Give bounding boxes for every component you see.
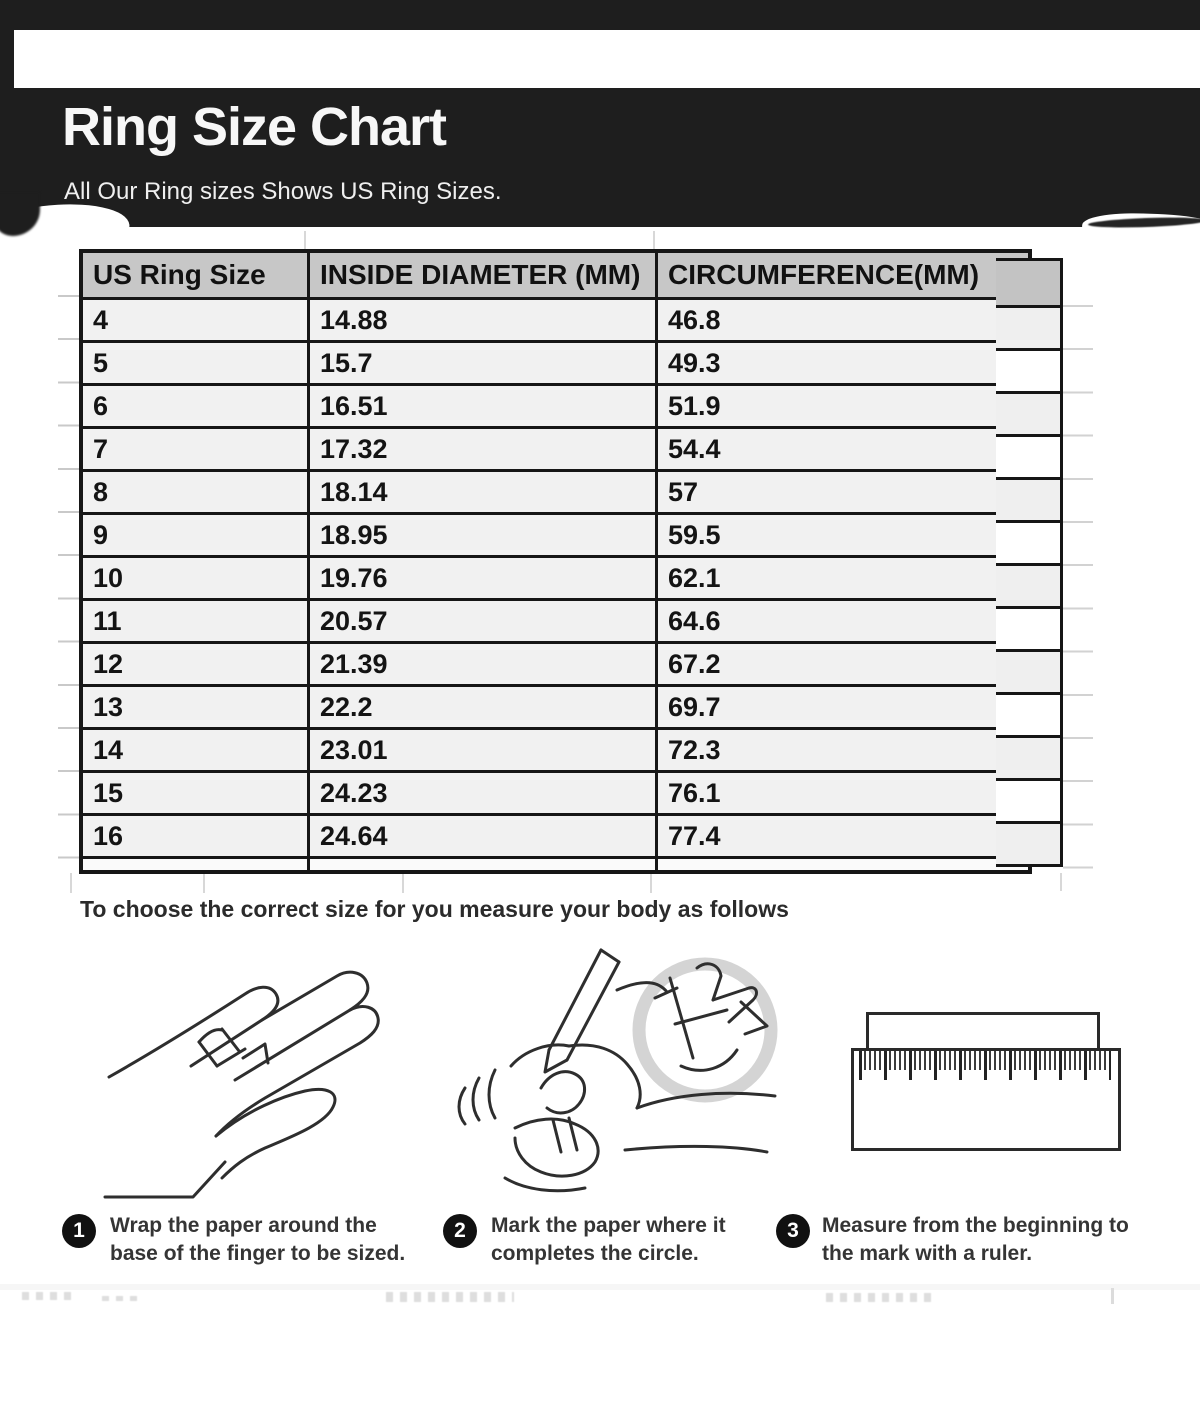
table-row (81, 428, 1030, 471)
measure-intro-text: To choose the correct size for you measure your body as follows (80, 896, 789, 922)
page-subtitle: All Our Ring sizes Shows US Ring Sizes. (64, 178, 502, 205)
banner-white-stripe (14, 30, 1200, 88)
table-cell: 21.39 (309, 643, 657, 686)
ruler-illustration (851, 1048, 1121, 1151)
table-cell: 57 (657, 471, 1031, 514)
page-title: Ring Size Chart (62, 97, 447, 157)
scan-smudge (826, 1293, 934, 1302)
table-cell: 17.32 (309, 428, 657, 471)
table-cell: 10 (81, 557, 309, 600)
table-row-empty (81, 858, 1030, 873)
column-header-inside-diameter: INSIDE DIAMETER (MM) (309, 251, 657, 299)
table-cell: 22.2 (309, 686, 657, 729)
table-row (81, 643, 1030, 686)
table-cell: 49.3 (657, 342, 1031, 385)
table-cell-empty (309, 858, 657, 873)
table-row (81, 686, 1030, 729)
table-cell: 46.8 (657, 299, 1031, 342)
table-row (81, 600, 1030, 643)
table-cell: 24.64 (309, 815, 657, 858)
table-cell: 64.6 (657, 600, 1031, 643)
scan-smudge (1111, 1288, 1114, 1304)
table-cell: 16 (81, 815, 309, 858)
table-cell: 16.51 (309, 385, 657, 428)
spreadsheet-ghost-column (996, 258, 1063, 867)
table-row (81, 471, 1030, 514)
ghost-cell (996, 480, 1060, 523)
grid-line (203, 873, 205, 893)
table-cell: 15.7 (309, 342, 657, 385)
table-cell: 24.23 (309, 772, 657, 815)
table-cell: 11 (81, 600, 309, 643)
table-cell: 23.01 (309, 729, 657, 772)
table-cell: 59.5 (657, 514, 1031, 557)
table-cell: 67.2 (657, 643, 1031, 686)
table-row (81, 729, 1030, 772)
step-2-badge: 2 (443, 1214, 477, 1248)
grid-line (653, 231, 655, 249)
step-1-text: Wrap the paper around the base of the finger to be sized. (110, 1214, 406, 1266)
ruler-major-ticks (859, 1051, 1111, 1080)
ghost-cell (996, 351, 1060, 394)
table-cell: 19.76 (309, 557, 657, 600)
grid-ticks-left (58, 295, 79, 861)
grid-line (1060, 873, 1062, 891)
table-row (81, 342, 1030, 385)
table-cell: 13 (81, 686, 309, 729)
grid-line (70, 873, 72, 893)
table-header-row (81, 251, 1030, 299)
header-banner (0, 0, 1200, 227)
table-cell: 14.88 (309, 299, 657, 342)
ghost-cell (996, 824, 1060, 867)
step-3-badge: 3 (776, 1214, 810, 1248)
table-cell: 12 (81, 643, 309, 686)
scan-smudge (386, 1292, 514, 1302)
table-cell: 76.1 (657, 772, 1031, 815)
table-cell: 6 (81, 385, 309, 428)
table-row (81, 815, 1030, 858)
table-cell: 69.7 (657, 686, 1031, 729)
table-cell: 5 (81, 342, 309, 385)
table-cell: 18.95 (309, 514, 657, 557)
table-cell: 7 (81, 428, 309, 471)
table-cell: 54.4 (657, 428, 1031, 471)
ring-size-table (79, 249, 1032, 874)
table-row (81, 385, 1030, 428)
column-header-circumference: CIRCUMFERENCE(MM) (657, 251, 1031, 299)
ghost-cell (996, 523, 1060, 566)
step-3-text: Measure from the beginning to the mark with a ruler. (822, 1214, 1129, 1266)
step-2-text: Mark the paper where it completes the circle. (491, 1214, 726, 1266)
table-cell: 14 (81, 729, 309, 772)
table-cell-empty (81, 858, 309, 873)
ghost-cell (996, 738, 1060, 781)
ghost-cell (996, 652, 1060, 695)
scan-smudge (102, 1296, 140, 1301)
hand-with-paper-strip-illustration (95, 950, 450, 1208)
grid-line (402, 873, 404, 893)
table-cell: 18.14 (309, 471, 657, 514)
ghost-cell (996, 609, 1060, 652)
table-cell: 4 (81, 299, 309, 342)
table-row (81, 772, 1030, 815)
scan-smudge (0, 1284, 1200, 1290)
grid-ticks-right (1063, 305, 1093, 877)
table-cell: 77.4 (657, 815, 1031, 858)
grid-line (304, 231, 306, 249)
step-1-badge: 1 (62, 1214, 96, 1248)
table-cell: 9 (81, 514, 309, 557)
table-cell: 51.9 (657, 385, 1031, 428)
ghost-cell (996, 394, 1060, 437)
ghost-cell (996, 261, 1060, 308)
grid-line (650, 873, 652, 893)
ghost-cell (996, 566, 1060, 609)
table-row (81, 514, 1030, 557)
scan-smudge (22, 1292, 74, 1300)
table-cell: 8 (81, 471, 309, 514)
column-header-us-ring-size: US Ring Size (81, 251, 309, 299)
table-cell: 62.1 (657, 557, 1031, 600)
table-row (81, 299, 1030, 342)
table-cell-empty (657, 858, 1031, 873)
table-cell: 20.57 (309, 600, 657, 643)
ghost-cell (996, 308, 1060, 351)
hand-marking-with-pencil-illustration (445, 938, 797, 1220)
table-cell: 72.3 (657, 729, 1031, 772)
ghost-cell (996, 695, 1060, 738)
table-row (81, 557, 1030, 600)
table-cell: 15 (81, 772, 309, 815)
ghost-cell (996, 437, 1060, 480)
ghost-cell (996, 781, 1060, 824)
